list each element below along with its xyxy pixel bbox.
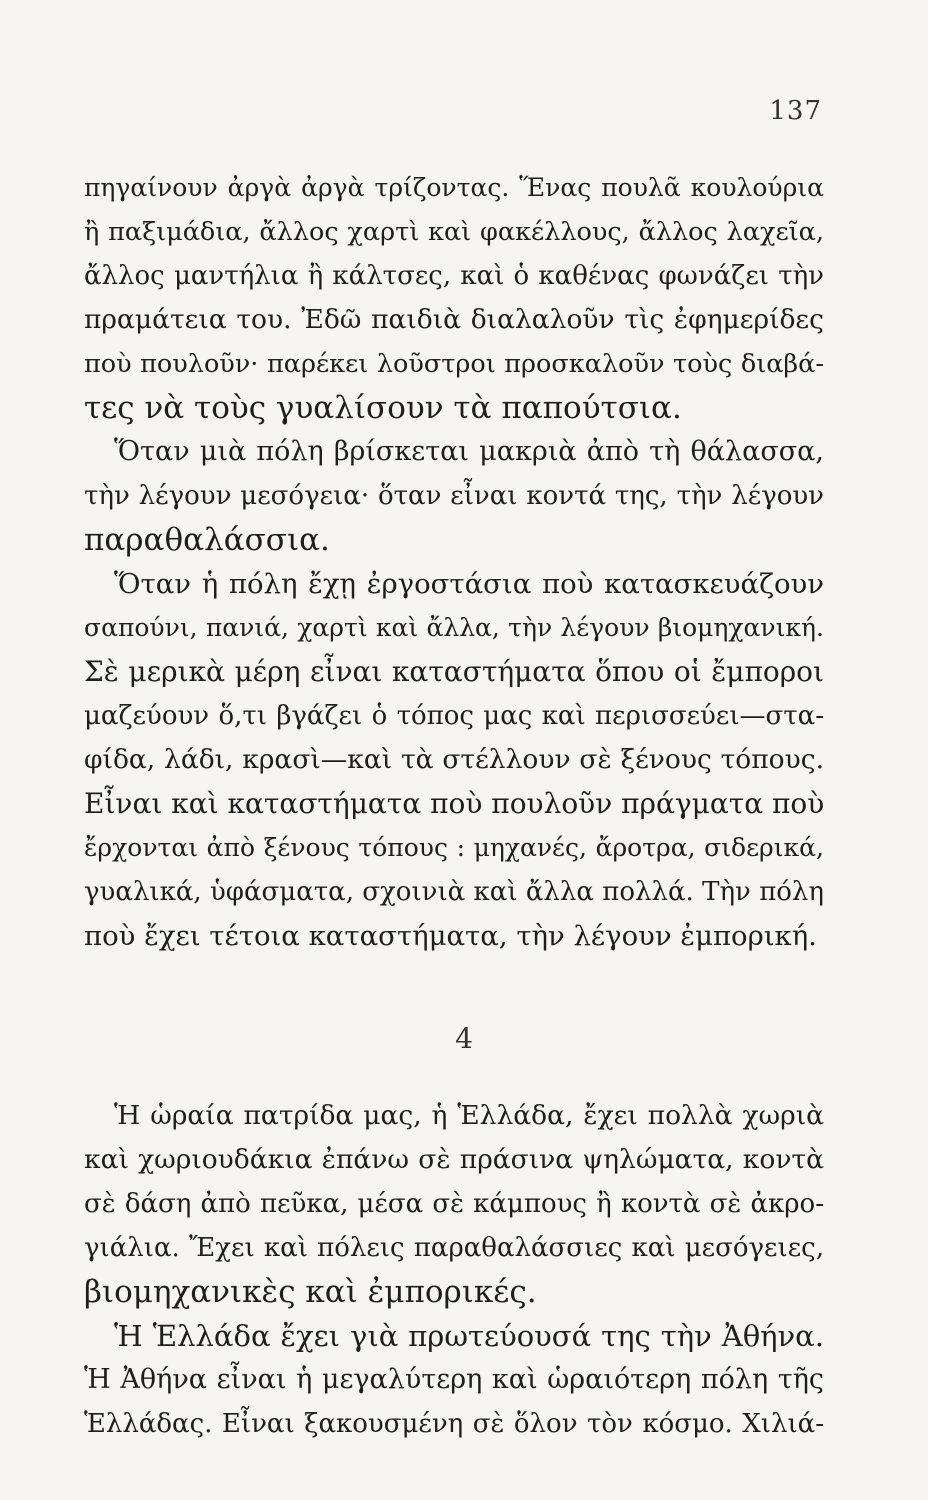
section-number: 4 — [455, 1022, 473, 1055]
text-line: καὶ χωριουδάκια ἐπάνω σὲ πράσινα ψηλώματα, κοντὰ — [84, 1144, 824, 1175]
text-line: Ἡ ὡραία πατρίδα μας, ἡ Ἑλλάδα, ἔχει πολλὰ χωριὰ — [114, 1100, 824, 1131]
page-number: 137 — [769, 96, 822, 126]
text-line: Ὅταν ἡ πόλη ἔχῃ ἐργοστάσια ποὺ κατασκευάζουν — [114, 568, 824, 600]
text-line: Ἡ Ἑλλάδα ἔχει γιὰ πρωτεύουσά της τὴν Ἀθήνα. — [114, 1319, 824, 1353]
text-line: Ἡ Ἀθήνα εἶναι ἡ μεγαλύτερη καὶ ὡραιότερη πόλη τῆς — [84, 1364, 824, 1395]
text-line: πηγαίνουν ἀργὰ ἀργὰ τρίζοντας. Ἕνας πουλᾶ κουλούρια — [84, 173, 824, 202]
text-line: ἔρχονται ἀπὸ ξένους τόπους : μηχανές, ἄροτρα, σιδερικά, — [84, 833, 824, 862]
text-block-bottom — [84, 1094, 824, 1446]
text-line: ποὺ ἔχει τέτοια καταστήματα, τὴν λέγουν ἐμπορική. — [84, 920, 817, 952]
text-line: σαπούνι, πανιά, χαρτὶ καὶ ἄλλα, τὴν λέγουν βιομηχανική. — [84, 613, 824, 642]
text-line: Ἑλλάδας. Εἶναι ξακουσμένη σὲ ὅλον τὸν κόσμο. Χιλιά- — [84, 1409, 824, 1439]
text-line: μαζεύουν ὅ,τι βγάζει ὁ τόπος μας καὶ περισσεύει—στα- — [84, 701, 824, 731]
text-line: γιάλια. Ἔχει καὶ πόλεις παραθαλάσσιες καὶ μεσόγειες, — [84, 1233, 824, 1263]
text-line: Εἶναι καὶ καταστήματα ποὺ πουλοῦν πράγματα ποὺ — [84, 787, 825, 820]
text-line: ἢ παξιμάδια, ἄλλος χαρτὶ καὶ φακέλλους, ἄλλος λαχεῖα, — [84, 217, 824, 247]
text-line: τες νὰ τοὺς γυαλίσουν τὰ παπούτσια. — [84, 390, 682, 426]
text-line: παραθαλάσσια. — [84, 522, 330, 558]
text-line: Ὅταν μιὰ πόλη βρίσκεται μακριὰ ἀπὸ τὴ θάλασσα, — [114, 436, 824, 467]
text-line: πραμάτεια του. Ἐδῶ παιδιὰ διαλαλοῦν τὶς ἐφημερίδες — [84, 304, 824, 335]
text-line: γυαλικά, ὑφάσματα, σχοινιὰ καὶ ἄλλα πολλά. Τὴν πόλη — [84, 877, 824, 907]
text-line: Σὲ μερικὰ μέρη εἶναι καταστήματα ὅπου οἱ ἔμποροι — [84, 655, 824, 688]
text-line: φίδα, λάδι, κρασὶ—καὶ τὰ στέλλουν σὲ ξένους τόπους. — [84, 744, 824, 775]
text-line: ἄλλος μαντήλια ἢ κάλτσες, καὶ ὁ καθένας φωνάζει τὴν — [84, 261, 824, 291]
text-line: τὴν λέγουν μεσόγεια· ὅταν εἶναι κοντά της, τὴν λέγουν — [84, 481, 824, 511]
text-line: βιομηχανικὲς καὶ ἐμπορικές. — [84, 1274, 537, 1310]
text-line: ποὺ πουλοῦν· παρέκει λοῦστροι προσκαλοῦν τοὺς διαβά- — [84, 349, 824, 379]
text-block-top — [84, 166, 824, 958]
text-line: σὲ δάση ἀπὸ πεῦκα, μέσα σὲ κάμπους ἢ κοντὰ σὲ ἀκρο- — [84, 1189, 824, 1219]
